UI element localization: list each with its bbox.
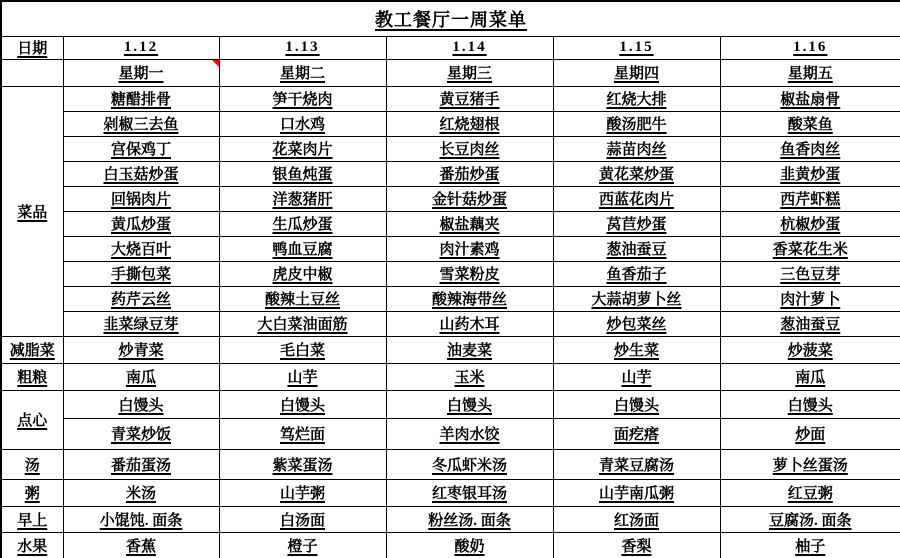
dish-cell[interactable]: 剁椒三去鱼 [63,111,219,136]
dish-cell[interactable]: 肉汁萝卜 [720,286,900,311]
dish-cell[interactable]: 大白菜油面筋 [219,311,386,336]
page-title[interactable]: 教工餐厅一周菜单 [1,1,900,36]
dish-cell[interactable]: 蒜苗肉丝 [553,136,720,161]
snack-cell[interactable]: 青菜炒饭 [63,418,219,449]
comment-indicator-icon [212,60,219,67]
grain-cell[interactable]: 山芋 [553,363,720,390]
soup-cell[interactable]: 紫菜蛋汤 [219,449,386,479]
day-cell[interactable]: 星期二 [219,59,386,86]
dish-cell[interactable]: 椒盐藕夹 [386,211,553,236]
dish-cell[interactable]: 鱼香肉丝 [720,136,900,161]
porridge-cell[interactable]: 山芋粥 [219,479,386,506]
dish-cell[interactable]: 鱼香茄子 [553,261,720,286]
day-cell[interactable]: 星期三 [386,59,553,86]
empty-label-cell[interactable] [1,59,63,86]
date-cell[interactable]: 1.14 [386,36,553,59]
day-cell[interactable]: 星期五 [720,59,900,86]
fruit-cell[interactable]: 香蕉 [63,532,219,558]
dish-cell[interactable]: 肉汁素鸡 [386,236,553,261]
snack-cell[interactable]: 白馒头 [63,390,219,418]
dish-cell[interactable]: 洋葱猪肝 [219,186,386,211]
dish-cell[interactable]: 香菜花生米 [720,236,900,261]
dish-cell[interactable]: 西蓝花肉片 [553,186,720,211]
dish-cell[interactable]: 口水鸡 [219,111,386,136]
dish-cell[interactable]: 韭黄炒蛋 [720,161,900,186]
soup-cell[interactable]: 冬瓜虾米汤 [386,449,553,479]
dish-cell[interactable]: 红烧翅根 [386,111,553,136]
dish-cell[interactable]: 银鱼炖蛋 [219,161,386,186]
dish-cell[interactable]: 生瓜炒蛋 [219,211,386,236]
day-cell[interactable]: 星期四 [553,59,720,86]
dish-cell[interactable]: 宫保鸡丁 [63,136,219,161]
section-label-fruit[interactable]: 水果 [1,532,63,558]
dish-cell[interactable]: 手撕包菜 [63,261,219,286]
snack-cell[interactable]: 白馒头 [386,390,553,418]
section-label-morning[interactable]: 早上 [1,506,63,532]
dish-cell[interactable]: 酸辣海带丝 [386,286,553,311]
dish-cell[interactable]: 葱油蚕豆 [720,311,900,336]
snack-cell[interactable]: 炒面 [720,418,900,449]
dish-cell[interactable]: 长豆肉丝 [386,136,553,161]
dish-cell[interactable]: 炒包菜丝 [553,311,720,336]
date-row-label[interactable]: 日期 [1,36,63,59]
dish-cell[interactable]: 酸辣土豆丝 [219,286,386,311]
morning-cell[interactable]: 小馄饨. 面条 [63,506,219,532]
dish-cell[interactable]: 白玉菇炒蛋 [63,161,219,186]
diet-cell[interactable]: 炒生菜 [553,336,720,363]
dish-cell[interactable]: 鸭血豆腐 [219,236,386,261]
dish-cell[interactable]: 药芹云丝 [63,286,219,311]
snack-cell[interactable]: 笃烂面 [219,418,386,449]
snack-cell[interactable]: 白馒头 [720,390,900,418]
morning-cell[interactable]: 豆腐汤. 面条 [720,506,900,532]
dish-cell[interactable]: 莴苣炒蛋 [553,211,720,236]
snack-cell[interactable]: 白馒头 [553,390,720,418]
section-label-dishes[interactable]: 菜品 [1,86,63,336]
dish-cell[interactable]: 椒盐扇骨 [720,86,900,111]
diet-cell[interactable]: 炒青菜 [63,336,219,363]
dish-cell[interactable]: 笋干烧肉 [219,86,386,111]
morning-cell[interactable]: 红汤面 [553,506,720,532]
dish-cell[interactable]: 酸菜鱼 [720,111,900,136]
grain-cell[interactable]: 玉米 [386,363,553,390]
dish-cell[interactable]: 雪菜粉皮 [386,261,553,286]
snack-cell[interactable]: 羊肉水饺 [386,418,553,449]
dish-cell[interactable]: 杭椒炒蛋 [720,211,900,236]
dish-cell[interactable]: 黄花菜炒蛋 [553,161,720,186]
soup-cell[interactable]: 萝卜丝蛋汤 [720,449,900,479]
porridge-cell[interactable]: 米汤 [63,479,219,506]
date-cell[interactable]: 1.12 [63,36,219,59]
grain-cell[interactable]: 山芋 [219,363,386,390]
dish-cell[interactable]: 番茄炒蛋 [386,161,553,186]
dish-cell[interactable]: 花菜肉片 [219,136,386,161]
dish-cell[interactable]: 虎皮中椒 [219,261,386,286]
fruit-cell[interactable]: 香梨 [553,532,720,558]
day-label: 星期一 [118,66,164,82]
porridge-cell[interactable]: 红豆粥 [720,479,900,506]
dish-cell[interactable]: 黄瓜炒蛋 [63,211,219,236]
dish-cell[interactable]: 糖醋排骨 [63,86,219,111]
dish-cell[interactable]: 韭菜绿豆芽 [63,311,219,336]
dish-cell[interactable]: 金针菇炒蛋 [386,186,553,211]
soup-cell[interactable]: 青菜豆腐汤 [553,449,720,479]
morning-cell[interactable]: 粉丝汤. 面条 [386,506,553,532]
section-label-snack[interactable]: 点心 [1,390,63,449]
date-cell[interactable]: 1.13 [219,36,386,59]
dish-cell[interactable]: 山药木耳 [386,311,553,336]
dish-cell[interactable]: 大蒜胡萝卜丝 [553,286,720,311]
morning-cell[interactable]: 白汤面 [219,506,386,532]
section-label-diet[interactable]: 减脂菜 [1,336,63,363]
day-cell[interactable] [63,59,219,86]
dish-cell[interactable]: 三色豆芽 [720,261,900,286]
porridge-cell[interactable]: 红枣银耳汤 [386,479,553,506]
section-label-grain[interactable]: 粗粮 [1,363,63,390]
snack-cell[interactable]: 面疙瘩 [553,418,720,449]
snack-cell[interactable]: 白馒头 [219,390,386,418]
dish-cell[interactable]: 回锅肉片 [63,186,219,211]
diet-cell[interactable]: 油麦菜 [386,336,553,363]
porridge-cell[interactable]: 山芋南瓜粥 [553,479,720,506]
grain-cell[interactable]: 南瓜 [720,363,900,390]
diet-cell[interactable]: 炒菠菜 [720,336,900,363]
section-label-soup[interactable]: 汤 [1,449,63,479]
date-cell[interactable]: 1.15 [553,36,720,59]
dish-cell[interactable]: 葱油蚕豆 [553,236,720,261]
dish-cell[interactable]: 黄豆猪手 [386,86,553,111]
fruit-cell[interactable]: 酸奶 [386,532,553,558]
diet-cell[interactable]: 毛白菜 [219,336,386,363]
soup-cell[interactable]: 番茄蛋汤 [63,449,219,479]
fruit-cell[interactable]: 橙子 [219,532,386,558]
dish-cell[interactable]: 西芹虾糕 [720,186,900,211]
section-label-porridge[interactable]: 粥 [1,479,63,506]
fruit-cell[interactable]: 柚子 [720,532,900,558]
date-cell[interactable]: 1.16 [720,36,900,59]
dish-cell[interactable]: 酸汤肥牛 [553,111,720,136]
dish-cell[interactable]: 红烧大排 [553,86,720,111]
grain-cell[interactable]: 南瓜 [63,363,219,390]
dish-cell[interactable]: 大烧百叶 [63,236,219,261]
